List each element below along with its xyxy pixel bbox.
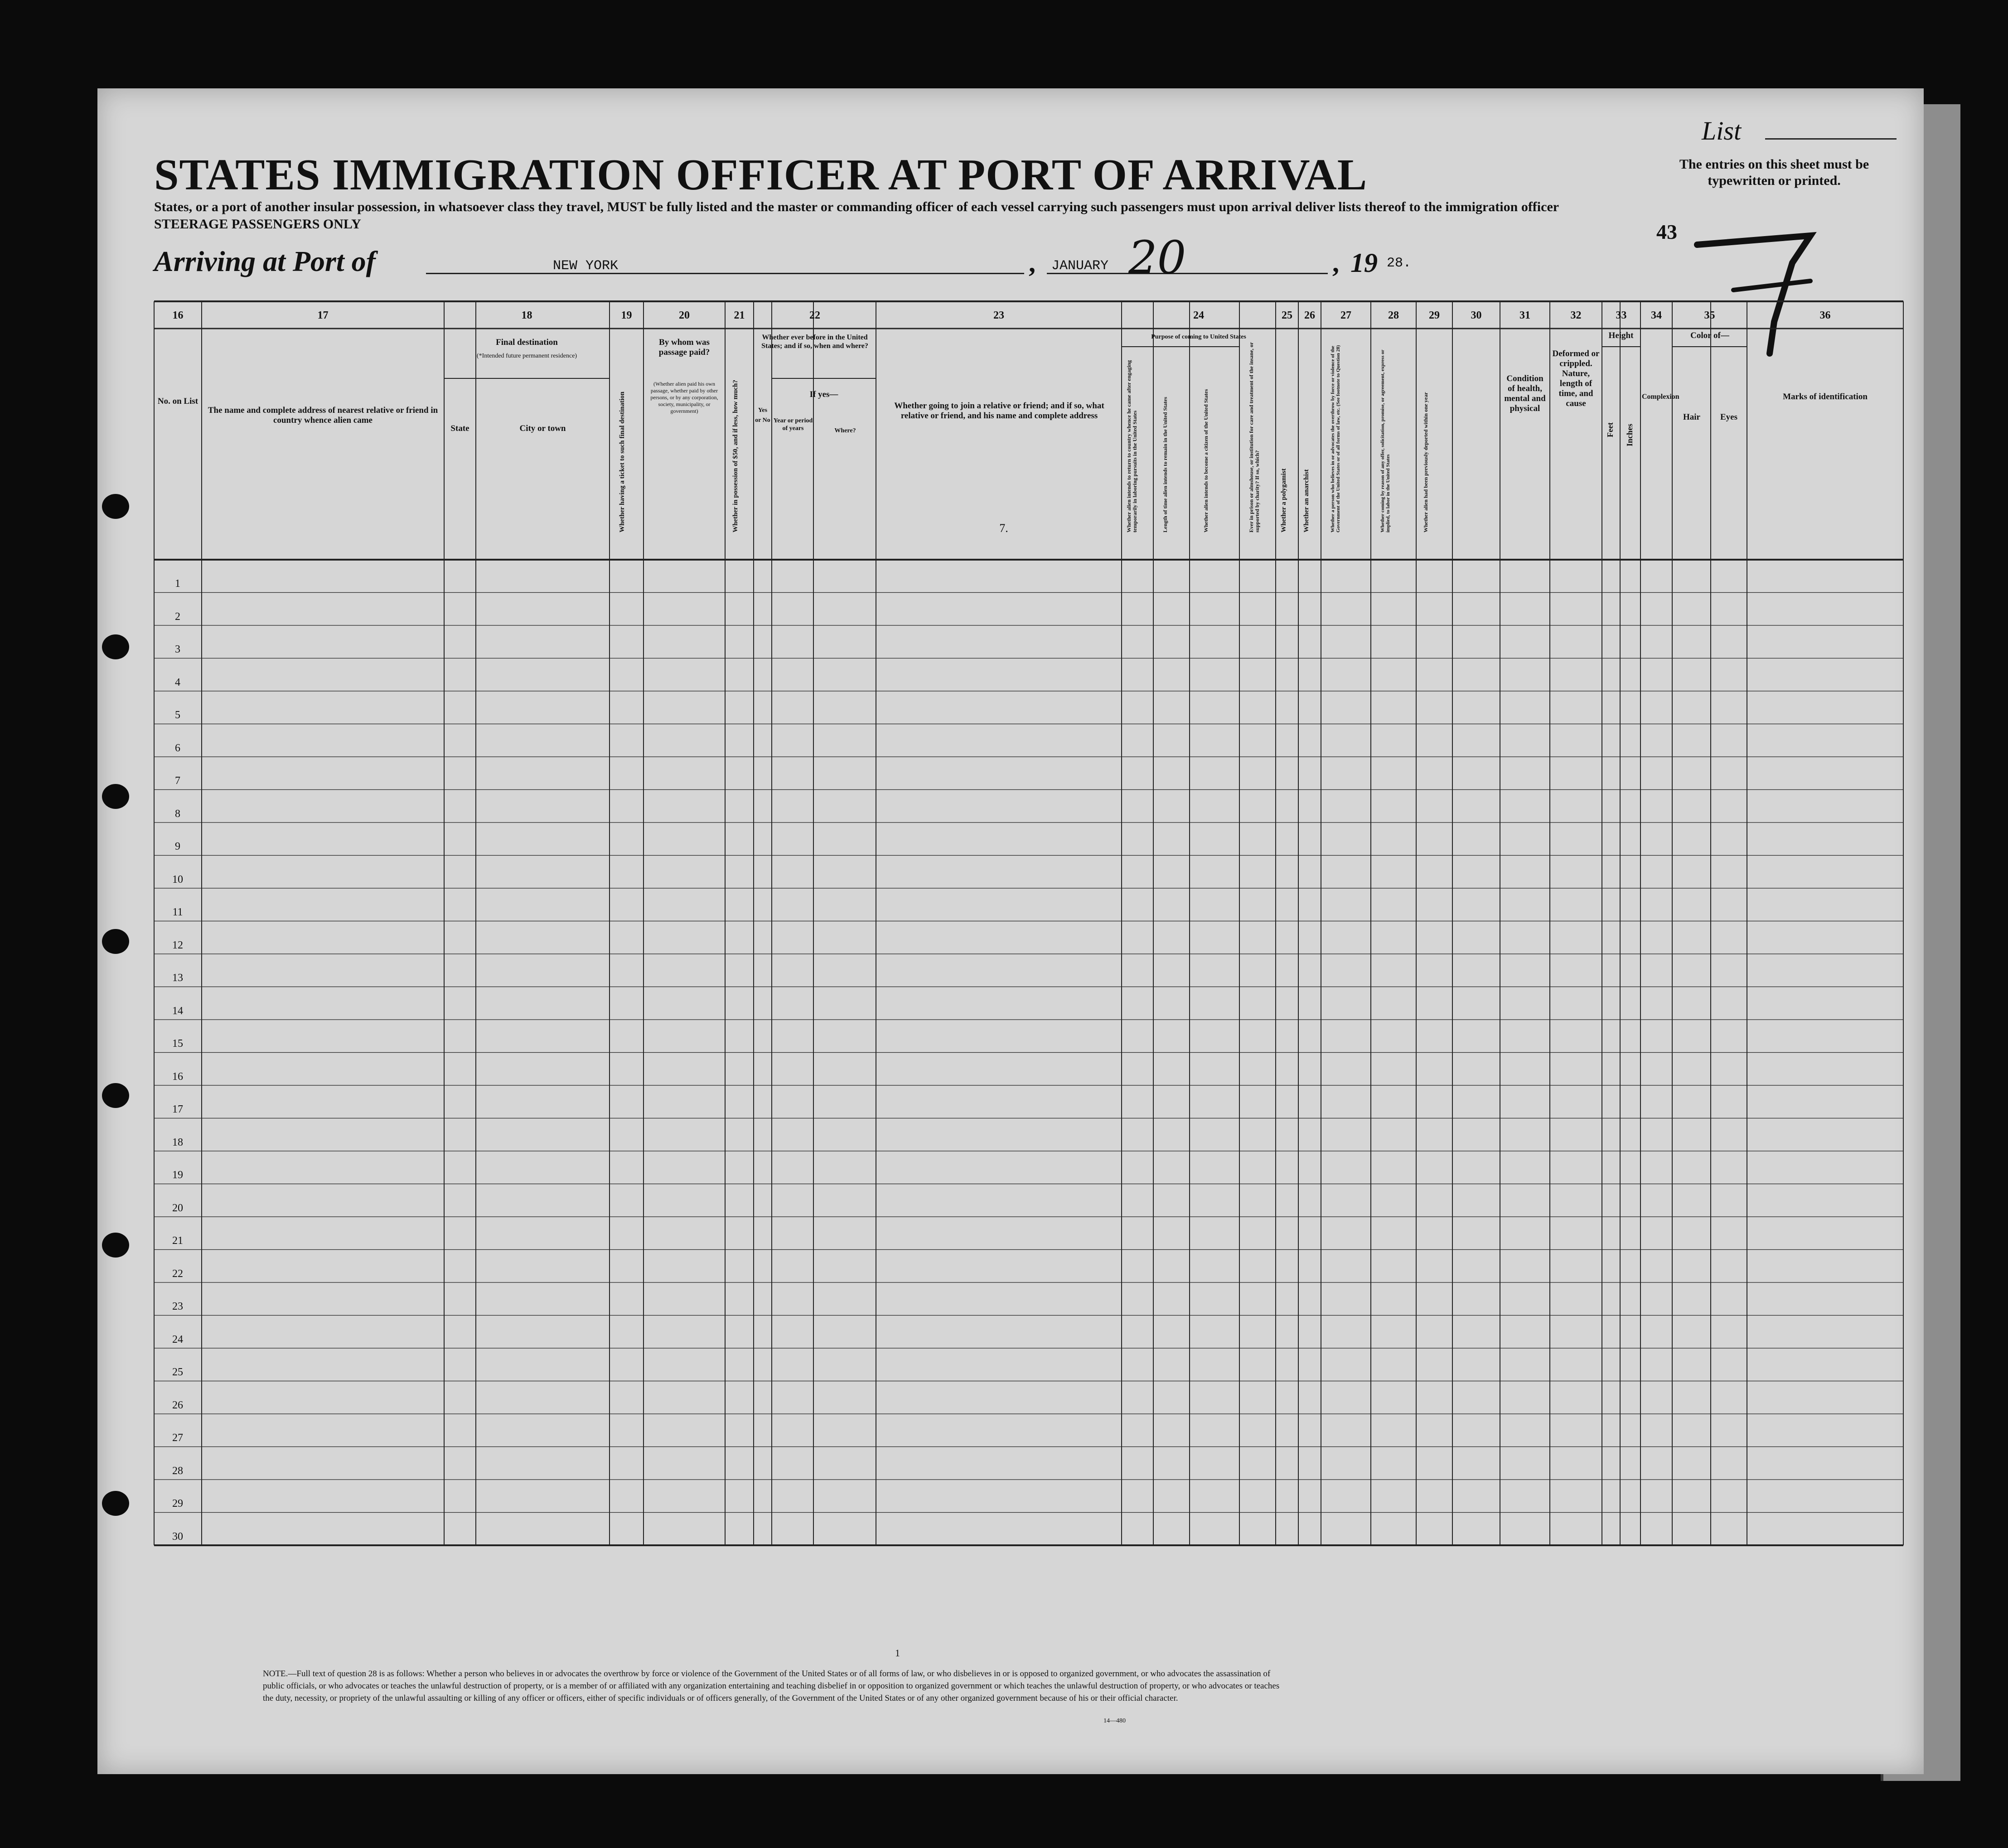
header-deported: Whether alien had been previously deported within one year — [1423, 392, 1429, 532]
header-year-period: Year or period of years — [773, 417, 813, 432]
column-number: 18 — [521, 310, 532, 321]
header-anarchist: Whether an anarchist — [1303, 469, 1310, 532]
header-passage-paid-sub: (Whether alien paid his own passage, whether paid by other persons, or by any corporation, society, municipality, or government) — [650, 381, 718, 414]
row-number: 23 — [172, 1301, 183, 1312]
year-suffix: 28. — [1387, 256, 1412, 271]
header-labor-contract: Whether coming by reason of any offer, solicitation, promise, or agreement, express or implied, to labor in the United States — [1380, 349, 1391, 532]
binder-hole — [102, 1083, 129, 1108]
binder-hole — [102, 784, 129, 809]
row-number: 24 — [172, 1333, 183, 1345]
table-grid — [97, 88, 1924, 1774]
row-number: 11 — [172, 906, 183, 918]
binder-hole — [102, 494, 129, 519]
column-number: 24 — [1193, 310, 1204, 321]
arrival-month: JANUARY — [1051, 258, 1109, 274]
header-height: Height — [1608, 331, 1634, 340]
row-number: 10 — [172, 873, 183, 885]
row-number: 22 — [172, 1267, 183, 1280]
row-number: 3 — [175, 643, 180, 655]
row-number: 28 — [172, 1465, 183, 1477]
header-where: Where? — [834, 427, 856, 434]
header-passage-paid: By whom was passage paid? — [658, 338, 710, 357]
comma: , — [1332, 248, 1339, 278]
column-number: 17 — [317, 310, 329, 321]
column-number: 34 — [1651, 310, 1662, 321]
binder-hole — [102, 929, 129, 954]
row-number: 12 — [172, 939, 183, 951]
row-number: 19 — [172, 1169, 183, 1181]
header-return-intent: Whether alien intends to return to country whence he came after engaging temporarily in laboring pursuits in the United States — [1126, 360, 1138, 532]
header-question-28: Whether a person who believes in or advocates the overthrow by force or violence of the Government of the United States or of all forms of law, etc. (See footnote to Question 28) — [1330, 345, 1341, 532]
header-no-on-list: No. on List — [157, 397, 198, 406]
row-number: 26 — [172, 1399, 183, 1411]
row-number: 16 — [172, 1070, 183, 1083]
row-number: 17 — [172, 1103, 183, 1115]
column-number: 28 — [1388, 310, 1399, 321]
page-mark: 1 — [895, 1647, 900, 1659]
row-number: 30 — [172, 1530, 183, 1543]
header-state: State — [450, 424, 469, 433]
header-length-of-stay: Length of time alien intends to remain in the United States — [1162, 397, 1168, 532]
column-number: 26 — [1304, 310, 1315, 321]
year-prefix: 19 — [1350, 248, 1378, 278]
instructions-line-1: States, or a port of another insular possession, in whatsoever class they travel, MUST be fully listed and the master or commanding officer of each vessel carrying such passengers must upon arrival deliver lists thereof to the immigration officer — [154, 199, 1559, 214]
header-yes-no: Yes or No — [755, 407, 770, 424]
column-number: 31 — [1519, 310, 1530, 321]
header-hair: Hair — [1683, 412, 1700, 422]
header-complexion: Complexion — [1642, 393, 1679, 401]
header-color-of: Color of— — [1690, 331, 1729, 340]
row-number: 1 — [175, 578, 180, 590]
row-number: 4 — [175, 676, 180, 688]
column-number: 30 — [1471, 310, 1482, 321]
header-inches: Inches — [1625, 423, 1634, 446]
header-health: Condition of health, mental and physical — [1504, 374, 1546, 413]
row-number: 13 — [172, 972, 183, 984]
page-title: STATES IMMIGRATION OFFICER AT PORT OF ARRIVAL — [154, 150, 1368, 199]
sheet-number: 43 — [1656, 220, 1677, 243]
entries-note: The entries on this sheet must be typewritten or printed. — [1679, 157, 1869, 188]
header-if-yes: If yes— — [809, 390, 838, 399]
header-join-relative: Whether going to join a relative or friend; and if so, what relative or friend, and his name and complete address — [894, 401, 1104, 421]
instructions-line-2: STEERAGE PASSENGERS ONLY — [154, 217, 361, 232]
header-purpose: Purpose of coming to United States — [1151, 334, 1246, 340]
manifest-page — [97, 88, 1924, 1774]
row-number: 15 — [172, 1038, 183, 1050]
column-number: 35 — [1704, 310, 1715, 321]
header-deformed: Deformed or crippled. Nature, length of time, and cause — [1552, 349, 1600, 408]
header-before-in-us: Whether ever before in the United States; and if so, when and where? — [761, 334, 868, 350]
column-number: 25 — [1282, 310, 1292, 321]
row-number: 25 — [172, 1366, 183, 1378]
arrival-day: 20 — [1128, 231, 1186, 284]
header-polygamist: Whether a polygamist — [1280, 468, 1287, 532]
row-number: 29 — [172, 1498, 183, 1509]
header-prison: Ever in prison or almshouse, or institution for care and treatment of the insane, or supported by charity? If so, which? — [1248, 342, 1260, 532]
row-number: 8 — [175, 808, 180, 820]
column-number: 20 — [679, 310, 690, 321]
row-number: 18 — [172, 1136, 183, 1148]
arriving-label: Arriving at Port of — [154, 245, 376, 277]
binder-hole — [102, 634, 129, 659]
row-number: 6 — [175, 742, 180, 754]
header-citizen-intent: Whether alien intends to become a citizen of the United States — [1203, 389, 1209, 532]
row-number: 20 — [172, 1202, 183, 1214]
column-number: 16 — [172, 310, 184, 321]
form-code: 14—480 — [1103, 1717, 1126, 1724]
header-final-destination: Final destination — [496, 338, 558, 347]
header-eyes: Eyes — [1720, 412, 1737, 422]
binder-hole — [102, 1491, 129, 1516]
row-number: 5 — [175, 709, 180, 721]
binder-hole — [102, 1233, 129, 1258]
row-number: 21 — [172, 1235, 183, 1247]
column-number: 33 — [1616, 310, 1627, 321]
header-relative-address: The name and complete address of nearest relative or friend in country whence alien came — [208, 406, 438, 425]
header-feet: Feet — [1606, 422, 1615, 437]
header-ticket: Whether having a ticket to such final destination — [619, 392, 626, 532]
header-money: Whether in possession of $50, and if less, how much? — [732, 380, 739, 532]
column-number: 32 — [1570, 310, 1582, 321]
column-number: 22 — [809, 310, 820, 321]
comma: , — [1029, 248, 1035, 278]
column-number: 21 — [734, 310, 745, 321]
list-label: List — [1702, 116, 1742, 145]
column-number: 19 — [621, 310, 632, 321]
row-number: 7 — [175, 775, 180, 787]
arrival-port: NEW YORK — [553, 258, 619, 274]
column-number: 36 — [1819, 310, 1831, 321]
column-number: 29 — [1429, 310, 1440, 321]
footnote-question-28: NOTE.—Full text of question 28 is as follows: Whether a person who believes in or advocates the overthrow by force or violence of the Government of the United States or of all forms of law, or who disbelieves in or is opposed to organized government, or who advocates the assassination of public officials, or who advocates or teaches the unlawful destruction of property, or is a member of or affiliated with any organization entertaining and teaching disbelief in or opposition to organized government or which teaches the unlawful destruction of property, or who advocates or teaches the duty, necessity, or propriety of the unlawful assaulting or killing of any officer or officers, either of specific individuals or of officers generally, of the Government of the United States or of any other organized government because of his or their official character. — [263, 1669, 1280, 1703]
header-city: City or town — [519, 424, 566, 433]
column-number: 27 — [1340, 310, 1351, 321]
column-number: 23 — [993, 310, 1004, 321]
header-final-destination-sub: (*Intended future permanent residence) — [476, 353, 577, 359]
header-join-mark: 7. — [999, 522, 1008, 535]
header-marks: Marks of identification — [1783, 392, 1868, 402]
row-number: 2 — [175, 610, 180, 623]
row-number: 9 — [175, 841, 180, 852]
row-number: 27 — [172, 1432, 183, 1444]
row-number: 14 — [172, 1005, 183, 1017]
